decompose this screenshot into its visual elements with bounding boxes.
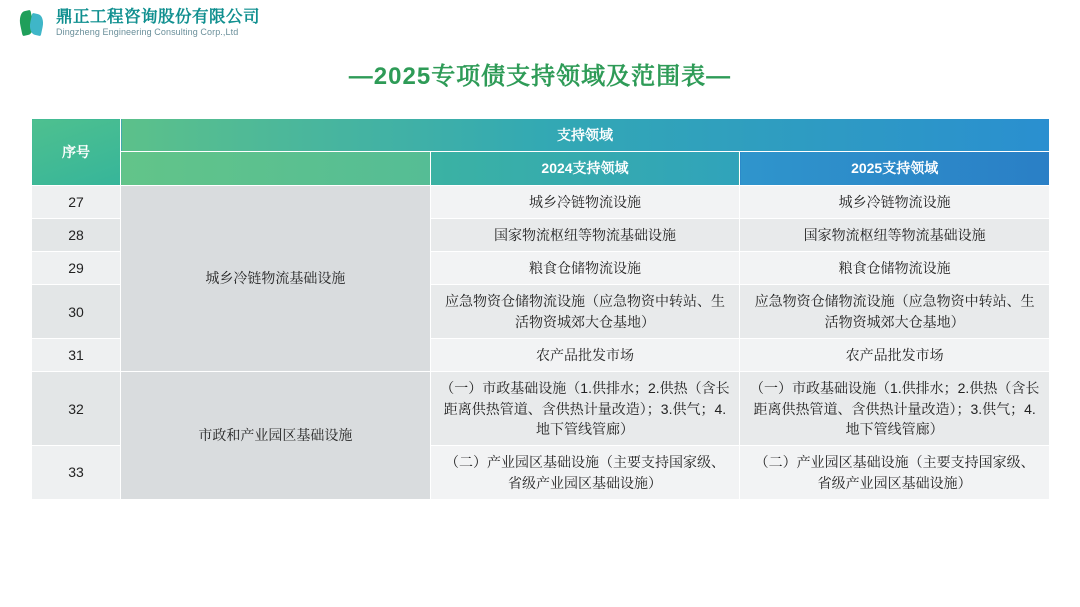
row-seq: 33 <box>32 446 121 500</box>
cell-2024: 粮食仓储物流设施 <box>430 252 740 285</box>
page-title: —2025专项债支持领域及范围表— <box>348 63 732 90</box>
brand-text <box>56 8 260 37</box>
header-2024: 2024支持领域 <box>430 152 740 185</box>
row-seq: 27 <box>32 185 121 218</box>
header-2025: 2025支持领域 <box>740 152 1050 185</box>
row-seq: 32 <box>32 372 121 446</box>
cell-2025: （一）市政基础设施（1.供排水；2.供热（含长距离供热管道、含供热计量改造）；3.供气；4.地下管线管廊） <box>740 372 1050 446</box>
cell-2025: 粮食仓储物流设施 <box>740 252 1050 285</box>
header-seq: 序号 <box>32 119 121 186</box>
row-seq: 30 <box>32 285 121 339</box>
table-header-row-1 <box>32 119 1050 152</box>
group-label: 市政和产业园区基础设施 <box>121 372 431 499</box>
support-scope-table-wrapper <box>31 118 1050 500</box>
row-seq: 29 <box>32 252 121 285</box>
group-label: 城乡冷链物流基础设施 <box>121 185 431 372</box>
cell-2025: （二）产业园区基础设施（主要支持国家级、省级产业园区基础设施） <box>740 446 1050 500</box>
support-scope-table <box>31 118 1050 500</box>
cell-2024: 国家物流枢纽等物流基础设施 <box>430 218 740 251</box>
table-header-row-2 <box>32 152 1050 185</box>
brand-name-cn: 鼎正工程咨询股份有限公司 <box>56 8 260 27</box>
cell-2024: 农产品批发市场 <box>430 339 740 372</box>
cell-2025: 应急物资仓储物流设施（应急物资中转站、生活物资城郊大仓基地） <box>740 285 1050 339</box>
cell-2025: 国家物流枢纽等物流基础设施 <box>740 218 1050 251</box>
header-support-area: 支持领域 <box>121 119 1050 152</box>
row-seq: 28 <box>32 218 121 251</box>
cell-2025: 农产品批发市场 <box>740 339 1050 372</box>
brand-logo-bar <box>18 8 260 38</box>
table-row <box>32 372 1050 446</box>
leaf-logo-icon <box>18 8 48 38</box>
cell-2024: （二）产业园区基础设施（主要支持国家级、省级产业园区基础设施） <box>430 446 740 500</box>
cell-2024: （一）市政基础设施（1.供排水；2.供热（含长距离供热管道、含供热计量改造）；3.供气；4.地下管线管廊） <box>430 372 740 446</box>
cell-2024: 应急物资仓储物流设施（应急物资中转站、生活物资城郊大仓基地） <box>430 285 740 339</box>
cell-2025: 城乡冷链物流设施 <box>740 185 1050 218</box>
table-row <box>32 185 1050 218</box>
header-category-blank <box>121 152 431 185</box>
brand-name-en: Dingzheng Engineering Consulting Corp.,Ltd <box>56 27 239 38</box>
cell-2024: 城乡冷链物流设施 <box>430 185 740 218</box>
row-seq: 31 <box>32 339 121 372</box>
